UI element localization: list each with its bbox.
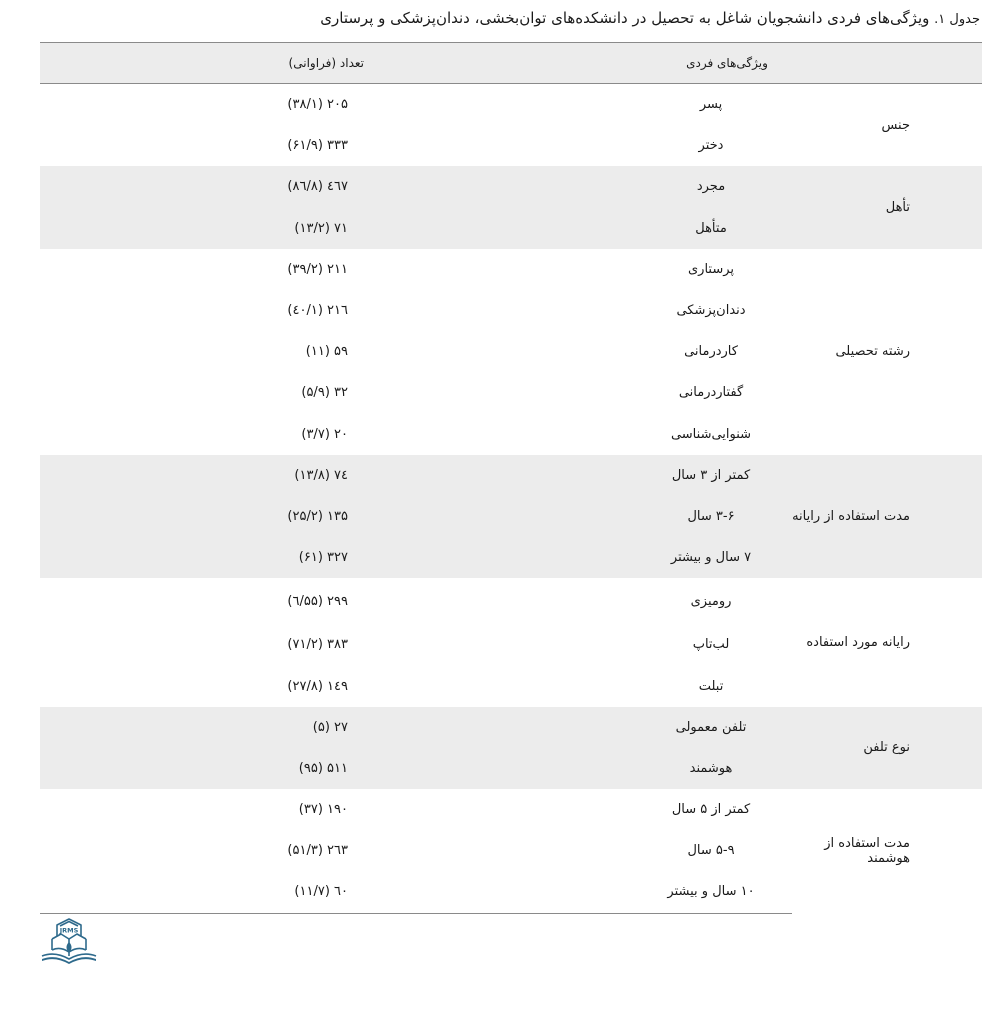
subcategory-cell: هوشمند — [472, 748, 792, 789]
value-cell: ۵۹ (۱۱) — [305, 344, 348, 360]
subcategory-cell: دختر — [698, 138, 724, 154]
subcategory-cell: پسر — [699, 97, 723, 113]
table-title: ویژگی‌های فردی دانشجویان شاغل به تحصیل در دانشکده‌های توان‌بخشی، دندان‌پزشکی و پرستاری — [320, 9, 930, 27]
subcategory-cell: تلفن معمولی — [472, 707, 792, 748]
table-caption — [40, 8, 980, 30]
value-cell: ۱٤۹ (۲۷/۸) — [287, 678, 348, 694]
journal-logo-icon — [38, 916, 100, 964]
subcategory-cell: تبلت — [698, 678, 724, 694]
table-row — [40, 84, 982, 126]
subcategory-cell: کاردرمانی — [684, 344, 738, 360]
value-cell: ۳۲۷ (۶۱) — [40, 537, 472, 578]
subcategory-cell: کمتر از ۵ سال — [671, 802, 751, 818]
table-row — [40, 455, 982, 496]
table-number: جدول ۱. — [934, 12, 980, 27]
category-cell: جنس — [881, 117, 911, 133]
category-cell: رشته تحصیلی — [835, 344, 911, 360]
category-cell: مدت استفاده از هوشمند — [824, 836, 911, 867]
subcategory-cell: شنوایی‌شناسی — [670, 426, 752, 442]
table-row — [40, 166, 982, 207]
value-cell: ۲۷ (۵) — [40, 707, 472, 748]
subcategory-cell: ۱۰ سال و بیشتر — [472, 871, 792, 913]
subcategory-cell: کمتر از ۳ سال — [472, 455, 792, 496]
subcategory-cell: گفتاردرمانی — [678, 385, 744, 401]
subcategory-cell: دندان‌پزشکی — [676, 303, 746, 319]
table-row — [40, 249, 982, 290]
value-cell: ۳۳۳ (۶۱/۹) — [287, 138, 348, 154]
category-cell: رایانه مورد استفاده — [806, 634, 911, 650]
value-cell: ۲٦۳ (۵۱/۳) — [287, 843, 348, 859]
header-characteristics: ویژگی‌های فردی — [472, 43, 982, 84]
characteristics-table — [40, 42, 982, 914]
value-cell: ۱۳۵ (۲۵/۲) — [40, 496, 472, 537]
value-cell: ۲۱۱ (۳۹/۲) — [287, 261, 348, 277]
subcategory-cell: پرستاری — [688, 261, 735, 277]
value-cell: ٤٦٧ (٨٦/٨) — [40, 166, 472, 207]
category-cell: تأهل — [792, 166, 982, 248]
subcategory-cell: رومیزی — [690, 593, 732, 609]
value-cell: ۵۱۱ (۹۵) — [40, 748, 472, 789]
value-cell: ۲۹۹ (۵۵/٦) — [287, 593, 348, 609]
value-cell: ۲۱٦ (٤۰/۱) — [287, 303, 348, 319]
table-row — [40, 707, 982, 748]
subcategory-cell: ۵-۹ سال — [687, 843, 735, 859]
value-cell: ۷٤ (۱۳/۸) — [40, 455, 472, 496]
subcategory-cell: مجرد — [472, 166, 792, 207]
value-cell: ۳۲ (۵/۹) — [301, 385, 348, 401]
value-cell: ٦۰ (۱۱/۷) — [40, 871, 472, 913]
journal-logo-text: JRMS — [59, 926, 79, 935]
table-row — [40, 578, 982, 624]
table-row — [40, 789, 982, 830]
subcategory-cell: ۳-۶ سال — [472, 496, 792, 537]
value-cell: ۲۰ (۳/۷) — [301, 426, 348, 442]
value-cell: ۲۰۵ (۳۸/۱) — [287, 97, 348, 113]
value-cell: ۷۱ (۱۳/۲) — [40, 208, 472, 249]
subcategory-cell: لب‌تاپ — [692, 637, 730, 653]
value-cell: ۱۹۰ (۳۷) — [298, 802, 348, 818]
table-header-row — [40, 43, 982, 84]
subcategory-cell: ۷ سال و بیشتر — [472, 537, 792, 578]
subcategory-cell: متأهل — [472, 208, 792, 249]
category-cell: مدت استفاده از رایانه — [792, 455, 982, 579]
value-cell: ۳۸۳ (۷۱/۲) — [287, 637, 348, 653]
header-count: تعداد (فراوانی) — [40, 43, 472, 84]
category-cell: نوع تلفن — [792, 707, 982, 789]
